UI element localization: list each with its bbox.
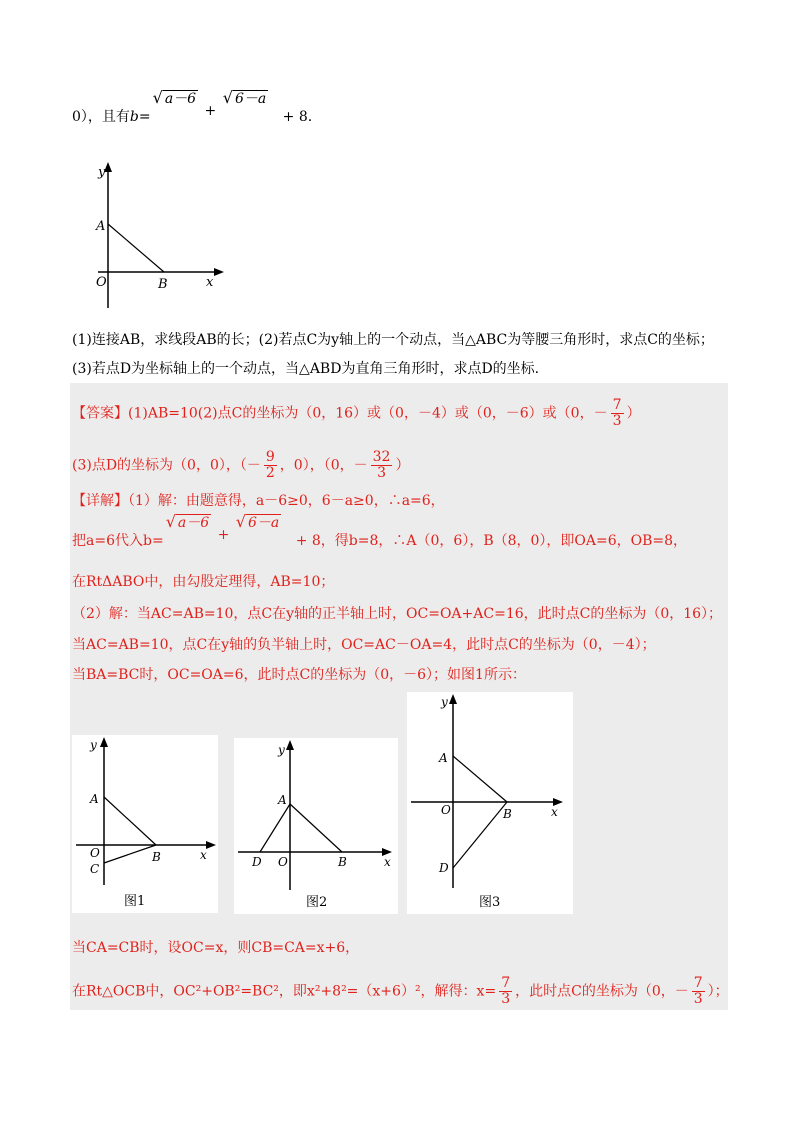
answer-3-mid: ，0），（0，－ xyxy=(279,457,368,474)
figure-2 xyxy=(234,738,398,914)
detail-label: 【详解】 xyxy=(72,493,128,509)
figure-1 xyxy=(72,735,218,913)
f1-o-label: O xyxy=(90,846,100,860)
condition-tail: + 8. xyxy=(282,109,313,125)
f3-x-label: x xyxy=(551,805,558,819)
f3-caption: 图3 xyxy=(479,895,501,910)
sqrt-6-minus-a: √ 6－a xyxy=(222,88,267,107)
detail-sqrt-1: √ a－6 xyxy=(165,512,210,531)
detail-4: （2）解：当AC=AB=10，点C在y轴的正半轴上时，OC=OA+AC=16，此时点C的坐标为（0，16）； xyxy=(72,606,723,622)
answer-close: ） xyxy=(626,405,641,422)
f1-x-label: x xyxy=(200,848,207,862)
f1-y-label: y xyxy=(90,738,97,752)
answer-fraction: $\frac{7}{3}$ xyxy=(612,397,622,429)
b-variable: b= xyxy=(129,109,151,125)
detail-8-post: ，此时点C的坐标为（0，－ xyxy=(515,983,689,1000)
f3-a-label: A xyxy=(439,751,448,765)
detail-1-text: （1）解：由题意得，a－6≥0，6－a≥0，∴a=6， xyxy=(128,493,445,509)
f3-y-label: y xyxy=(441,695,448,709)
x-label: x xyxy=(206,275,214,290)
f2-a-label: A xyxy=(278,793,287,807)
f2-d-label: D xyxy=(252,855,262,869)
detail-8-close: ）； xyxy=(707,983,729,1000)
condition-line xyxy=(72,88,313,127)
detail-plus: + xyxy=(217,527,230,543)
f2-b-label: B xyxy=(338,855,347,869)
detail-8-pre: 在Rt△OCB中，OC²+OB²=BC²，即x²+8²=（x+6）²，解得：x= xyxy=(72,983,497,1000)
answer-3-fraction-2: $\frac{32}{3}$ xyxy=(372,449,391,481)
answer-3-line xyxy=(72,450,409,481)
detail-3: 在RtΔABO中，由勾股定理得，AB=10； xyxy=(72,574,335,590)
f1-caption: 图1 xyxy=(124,894,146,909)
f2-y-label: y xyxy=(278,743,285,757)
question-3: (3)若点D为坐标轴上的一个动点，当△ABD为直角三角形时，求点D的坐标. xyxy=(72,361,540,377)
detail-8-fraction-2: $\frac{7}{3}$ xyxy=(693,975,703,1007)
answer-3-close: ） xyxy=(395,457,410,474)
sqrt-a-minus-6: √ a－6 xyxy=(152,88,197,107)
f1-a-label: A xyxy=(90,792,99,806)
y-label: y xyxy=(98,165,106,180)
answer-text: (1)AB=10(2)点C的坐标为（0，16）或（0，－4）或（0，－6）或（0，－ xyxy=(128,405,608,422)
segment-ab xyxy=(108,224,164,272)
answer-label: 【答案】 xyxy=(72,405,128,422)
answer-3-fraction-1: $\frac{9}{2}$ xyxy=(265,449,275,481)
point-a-label: A xyxy=(96,219,106,234)
detail-6: 当BA=BC时，OC=OA=6，此时点C的坐标为（0，－6）；如图1所示： xyxy=(72,667,526,683)
f2-caption: 图2 xyxy=(306,895,328,910)
f2-x-label: x xyxy=(384,855,391,869)
answer-3-text: (3)点D的坐标为（0，0），（－ xyxy=(72,457,261,474)
detail-2-pre: 把a=6代入b= xyxy=(72,533,164,549)
f1-c-label: C xyxy=(90,862,100,876)
answer-line xyxy=(72,398,641,429)
detail-1 xyxy=(72,491,445,511)
origin-label: O xyxy=(96,275,107,290)
condition-prefix: 0），且有 xyxy=(72,109,130,125)
x-arrow-icon xyxy=(214,268,224,276)
detail-sqrt-2: √ 6－a xyxy=(235,512,280,531)
f3-d-label: D xyxy=(439,861,449,875)
detail-8-fraction-1: $\frac{7}{3}$ xyxy=(501,975,511,1007)
detail-5: 当AC=AB=10，点C在y轴的负半轴上时，OC=AC－OA=4，此时点C的坐标为（0，－4）； xyxy=(72,637,656,653)
f3-b-label: B xyxy=(503,807,512,821)
f1-b-label: B xyxy=(152,850,161,864)
f3-o-label: O xyxy=(441,803,451,817)
detail-2-post: + 8，得b=8，∴A（0，6），B（8，0），即OA=6，OB=8， xyxy=(295,533,688,549)
figure-main xyxy=(88,158,228,318)
question-1-2: (1)连接AB，求线段AB的长；(2)若点C为y轴上的一个动点，当△ABC为等腰三角形时，求点C的坐标； xyxy=(72,332,714,348)
detail-2 xyxy=(72,512,688,551)
detail-8 xyxy=(72,976,729,1007)
point-b-label: B xyxy=(158,277,168,292)
figure-3 xyxy=(407,692,573,914)
plus-sign: + xyxy=(204,103,217,119)
detail-7: 当CA=CB时，设OC=x，则CB=CA=x+6， xyxy=(72,940,360,956)
f2-o-label: O xyxy=(278,855,288,869)
